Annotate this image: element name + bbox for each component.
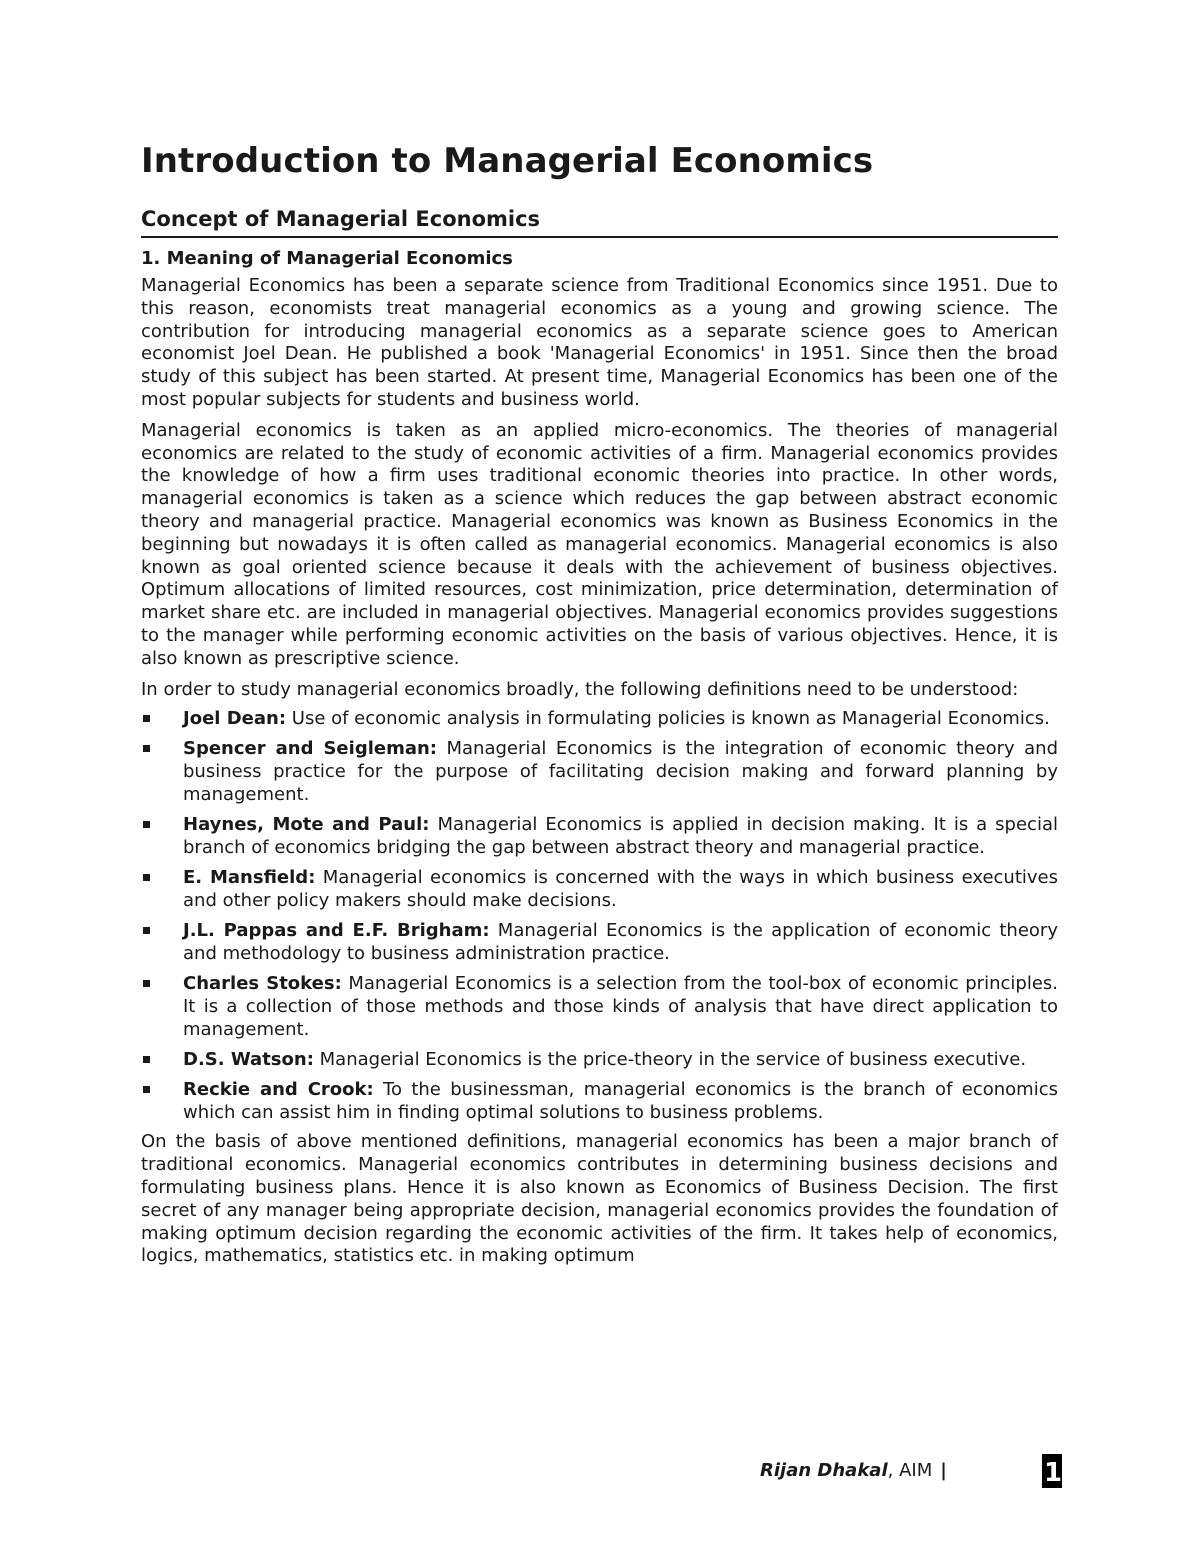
definition-item: [141, 813, 1058, 859]
bullet-icon: [143, 715, 150, 722]
paragraph-applied-micro: Managerial economics is taken as an applied micro-economics. The theories of managerial economics are related to the study of economic activities of a firm. Managerial economics provides the knowledge of how a firm uses traditional economic theories into practice. In other words, managerial economics is taken as a science which reduces the gap between abstract economic theory and managerial practice. Managerial economics was known as Business Economics in the beginning but nowadays it is often called as managerial economics. Managerial economics is also known as goal oriented science because it deals with the achievement of business objectives. Optimum allocations of limited resources, cost minimization, price determination, determination of market share etc. are included in managerial objectives. Managerial economics provides suggestions to the manager while performing economic activities on the basis of various objectives. Hence, it is also known as prescriptive science.: [141, 419, 1058, 669]
definition-item: [141, 737, 1058, 806]
definition-item: [141, 919, 1058, 965]
definition-author: Joel Dean:: [183, 708, 287, 730]
footer-author: Rijan Dhakal: [760, 1460, 888, 1481]
definition-author: J.L. Pappas and E.F. Brigham:: [183, 920, 490, 942]
definition-text: Managerial Economics is a selection from the tool-box of economic principles. It is a collection of those methods and those kinds of analysis that have direct application to management.: [183, 973, 1058, 1041]
definition-item: [141, 707, 1058, 730]
document-page: [141, 138, 1058, 1276]
definition-item: [141, 1048, 1058, 1071]
definition-text: To the businessman, managerial economics is the branch of economics which can assist him in finding optimal solutions to business problems.: [183, 1079, 1058, 1124]
definition-text: Managerial Economics is the application of economic theory and methodology to business administration practice.: [183, 920, 1058, 965]
definition-text: Managerial Economics is the integration of economic theory and business practice for the purpose of facilitating decision making and forward planning by management.: [183, 738, 1059, 806]
page-footer: [760, 1454, 1062, 1488]
definition-author: Haynes, Mote and Paul:: [183, 814, 430, 836]
bullet-icon: [143, 1056, 150, 1063]
subsection-title: 1. Meaning of Managerial Economics: [141, 248, 513, 269]
section-title: Concept of Managerial Economics: [141, 204, 1058, 238]
definition-author: Reckie and Crook:: [183, 1079, 374, 1101]
definitions-list: [141, 707, 1058, 1124]
definition-author: Charles Stokes:: [183, 973, 342, 995]
footer-separator: |: [940, 1460, 947, 1481]
footer-org: , AIM: [887, 1460, 933, 1481]
bullet-icon: [143, 1086, 150, 1093]
paragraph-history: Managerial Economics has been a separate science from Traditional Economics since 1951. Due to this reason, economists treat managerial economics as a young and growing science. The contribution for introducing managerial economics as a separate science goes to American economist Joel Dean. He published a book 'Managerial Economics' in 1951. Since then the broad study of this subject has been started. At present time, Managerial Economics has been one of the most popular subjects for students and business world.: [141, 275, 1058, 410]
definition-item: [141, 1078, 1058, 1124]
bullet-icon: [143, 821, 150, 828]
document-title: Introduction to Managerial Economics: [141, 141, 874, 181]
definition-author: E. Mansfield:: [183, 867, 316, 889]
definition-text: Managerial economics is concerned with the ways in which business executives and other policy makers should make decisions.: [183, 867, 1058, 912]
paragraph-definitions-intro: In order to study managerial economics broadly, the following definitions need to be understood:: [141, 678, 1019, 700]
bullet-icon: [143, 980, 150, 987]
definition-item: [141, 866, 1058, 912]
bullet-icon: [143, 874, 150, 881]
page-number: 1: [1042, 1454, 1062, 1488]
bullet-icon: [143, 745, 150, 752]
definition-text: Managerial Economics is applied in decision making. It is a special branch of economics bridging the gap between abstract theory and managerial practice.: [183, 814, 1058, 859]
paragraph-conclusion: On the basis of above mentioned definitions, managerial economics has been a major branch of traditional economics. Managerial economics contributes in determining business decisions and formulating business plans. Hence it is also known as Economics of Business Decision. The first secret of any manager being appropriate decision, managerial economics provides the foundation of making optimum decision regarding the economic activities of the firm. It takes help of economics, logics, mathematics, statistics etc. in making optimum: [141, 1131, 1058, 1267]
definition-author: Spencer and Seigleman:: [183, 738, 437, 760]
definition-text: Managerial Economics is the price-theory in the service of business executive.: [319, 1049, 1027, 1071]
definition-item: [141, 972, 1058, 1041]
definition-text: Use of economic analysis in formulating policies is known as Managerial Economics.: [291, 708, 1050, 730]
bullet-icon: [143, 927, 150, 934]
definition-author: D.S. Watson:: [183, 1049, 314, 1071]
